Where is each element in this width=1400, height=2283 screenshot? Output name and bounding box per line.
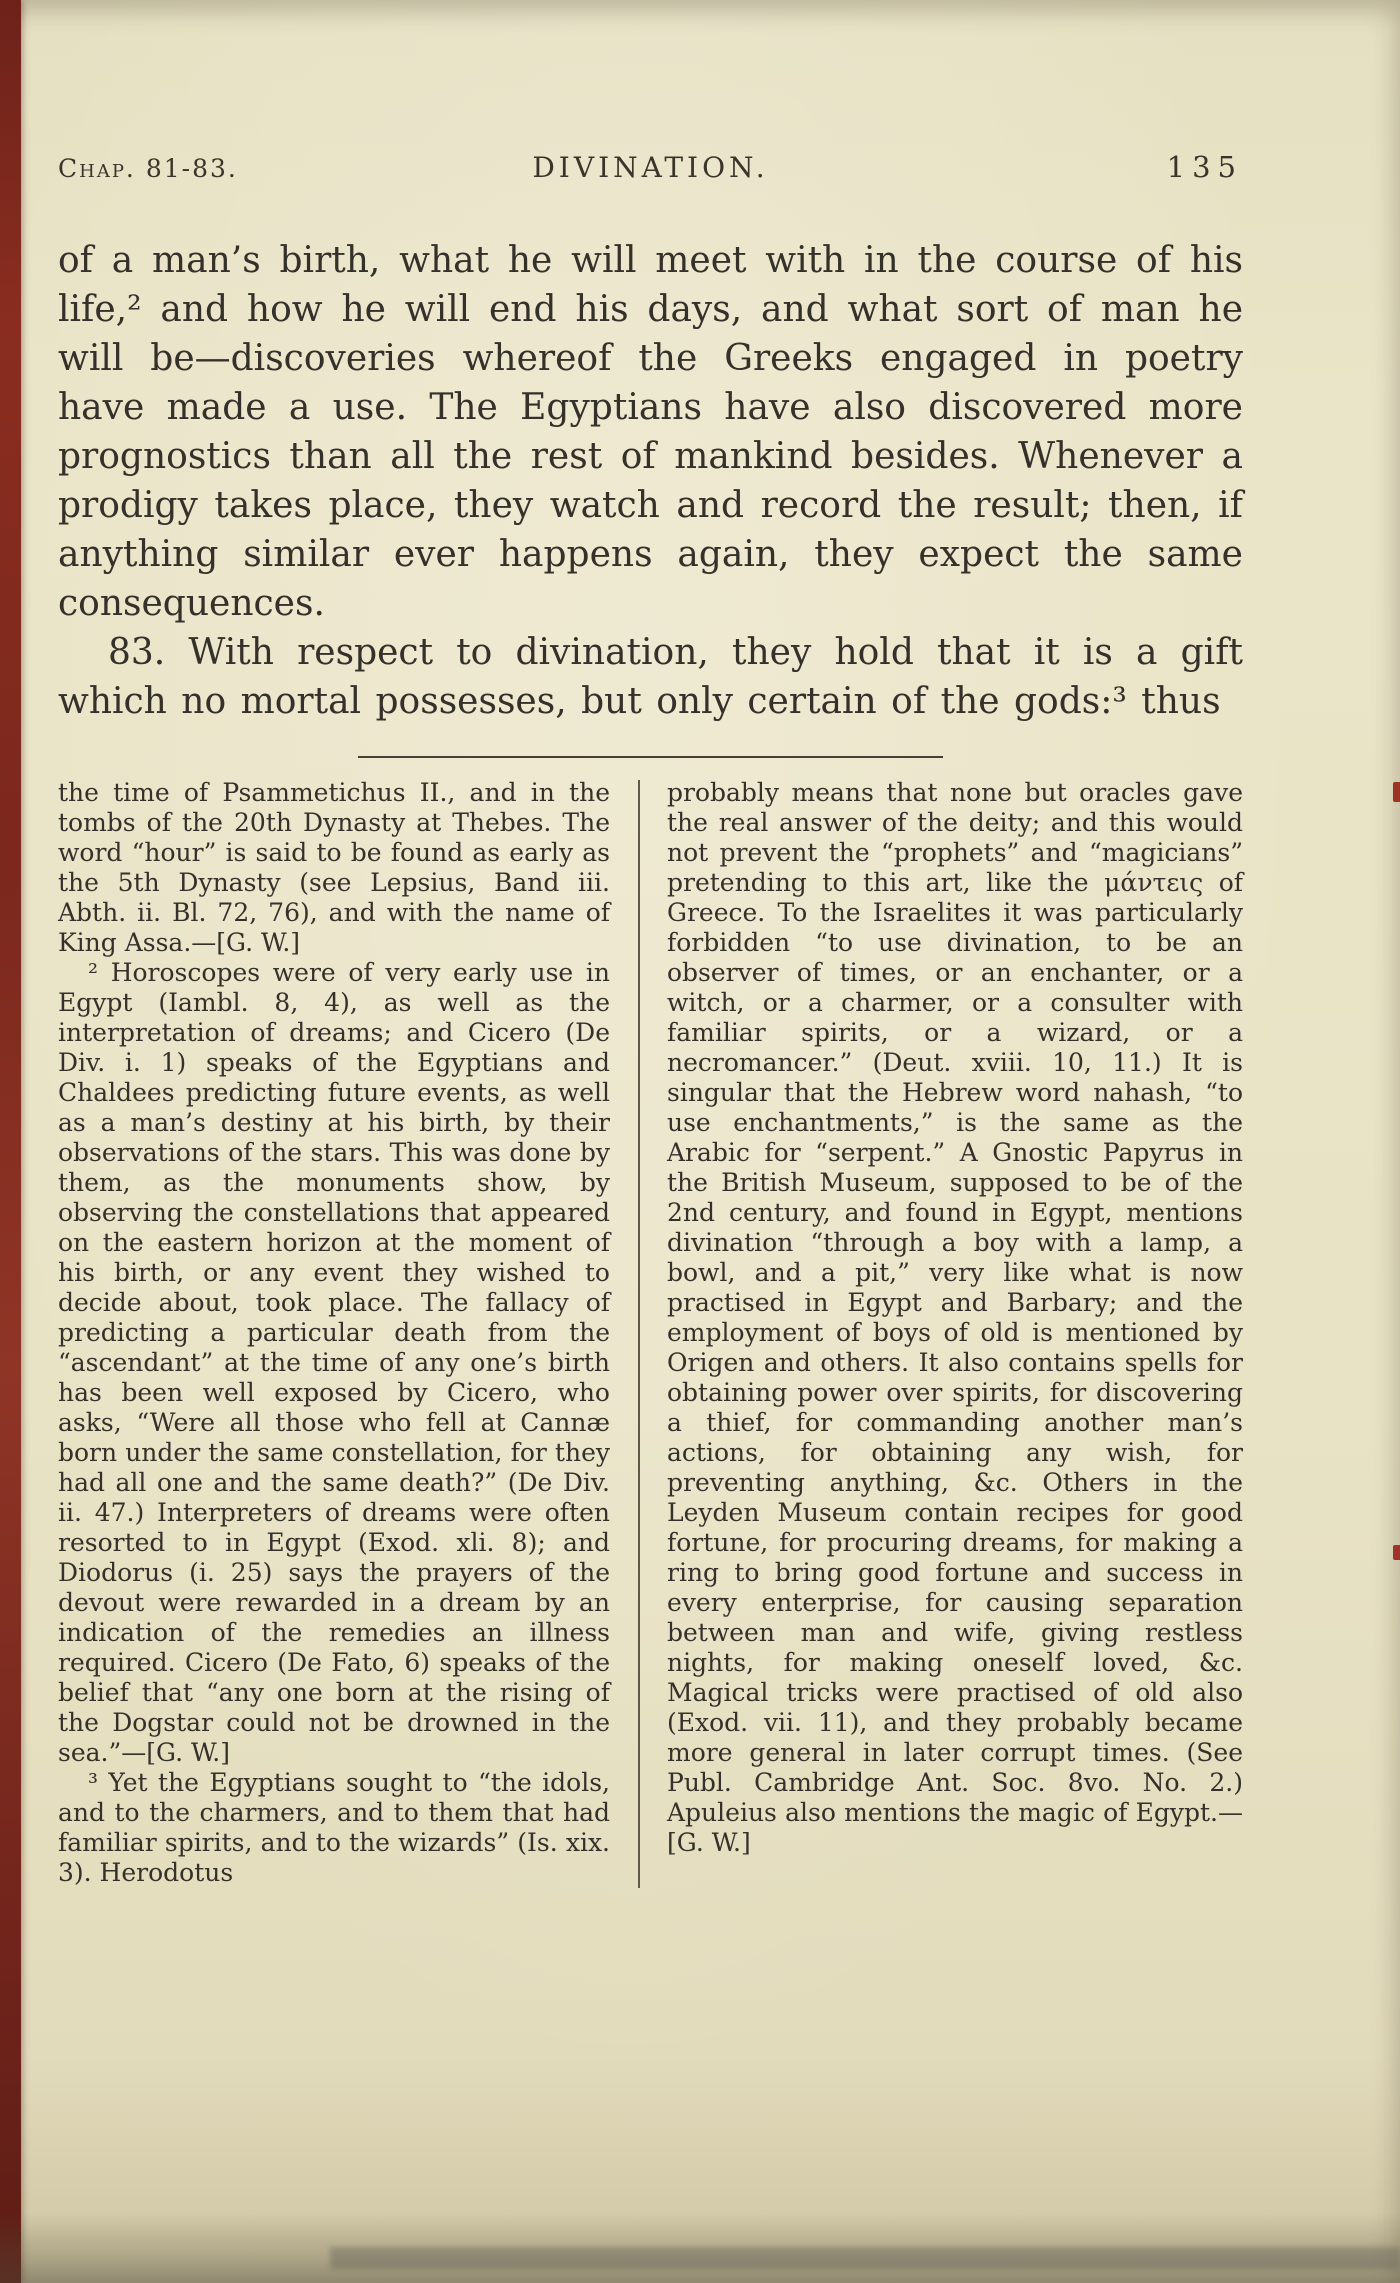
footnotes-section: [58, 778, 1243, 1888]
footnote-column-divider: [638, 780, 640, 1888]
page-bottom-shadow: [0, 2213, 1400, 2283]
body-paragraph: of a man’s birth, what he will meet with in the course of his life,² and how he will end his days, and what sort of man he will be—discoveries whereof the Greeks engaged in poetry have made a use. The Egyptians have also discovered more prognostics than all the rest of mankind besides. Whenever a prodigy takes place, they watch and record the result; then, if anything similar ever happens again, they expect the same consequences.: [58, 240, 1243, 624]
page-edge-red-mark: [1393, 1545, 1400, 1560]
footnote-paragraph: probably means that none but oracles gave the real answer of the deity; and this would not prevent the “prophets” and “magicians” pretending to this art, like the μάντεις of Greece. To the Israelites it was particularly forbidden “to use divination, to be an observer of times, or an enchanter, or a witch, or a charmer, or a consulter with familiar spirits, or a wizard, or a necromancer.” (Deut. xviii. 10, 11.) It is singular that the Hebrew word nahash, “to use enchantments,” is the same as the Arabic for “serpent.” A Gnostic Papyrus in the British Museum, supposed to be of the 2nd century, and found in Egypt, mentions divination “through a boy with a lamp, a bowl, and a pit,” very like what is now practised in Egypt and Barbary; and the employment of boys of old is mentioned by Origen and others. It also contains spells for obtaining power over spirits, for discovering a thief, for commanding another man’s actions, for obtaining any wish, for preventing anything, &c. Others in the Leyden Museum contain recipes for good fortune, for procuring dreams, for making a ring to bring good fortune and success in every enterprise, for causing separation between man and wife, giving restless nights, for making oneself loved, &c. Magical tricks were practised of old also (Exod. vii. 11), and they probably became more general in later corrupt times. (See Publ. Cambridge Ant. Soc. 8vo. No. 2.) Apuleius also mentions the magic of Egypt.—[G. W.]: [667, 778, 1243, 1857]
footnote-paragraph: the time of Psammetichus II., and in the tombs of the 20th Dynasty at Thebes. The word “hour” is said to be found as early as the 5th Dynasty (see Lepsius, Band iii. Abth. ii. Bl. 72, 76), and with the name of King Assa.—[G. W.]: [58, 778, 610, 957]
page-number: 135: [1166, 150, 1243, 184]
footnote-paragraph: ³ Yet the Egyptians sought to “the idols, and to the charmers, and to them that had familiar spirits, and to the wizards” (Is. xix. 3). Herodotus: [58, 1768, 610, 1887]
next-page-edge-shadow: [330, 2247, 1400, 2269]
main-text: [58, 236, 1243, 726]
chapter-label: Chap. 81-83.: [58, 154, 238, 183]
body-paragraph: 83. With respect to divination, they hold that it is a gift which no mortal possesses, but only certain of the gods:³ thus: [58, 632, 1243, 722]
page-title: DIVINATION.: [532, 151, 769, 184]
footnote-paragraph: ² Horoscopes were of very early use in Egypt (Iambl. 8, 4), as well as the interpretation of dreams; and Cicero (De Div. i. 1) speaks of the Egyptians and Chaldees predicting future events, as well as a man’s destiny at his birth, by their observations of the stars. This was done by them, as the monuments show, by observing the constellations that appeared on the eastern horizon at the moment of his birth, or any event they wished to decide about, took place. The fallacy of predicting a particular death from the “ascendant” at the time of any one’s birth has been well exposed by Cicero, who asks, “Were all those who fell at Cannæ born under the same constellation, for they had all one and the same death?” (De Div. ii. 47.) Interpreters of dreams were often resorted to in Egypt (Exod. xli. 8); and Diodorus (i. 25) says the prayers of the devout were rewarded in a dream by an indication of the remedies an illness required. Cicero (De Fato, 6) speaks of the belief that “any one born at the rising of the Dogstar could not be drowned in the sea.”—[G. W.]: [58, 958, 610, 1767]
page-edge-red-mark: [1393, 782, 1400, 802]
page-content: [58, 150, 1243, 1888]
footnote-column-right: [667, 778, 1243, 1888]
running-head: [58, 150, 1243, 184]
book-binding-edge: [0, 0, 21, 2283]
footnote-separator-rule: [358, 756, 943, 758]
footnote-column-left: [58, 778, 610, 1888]
